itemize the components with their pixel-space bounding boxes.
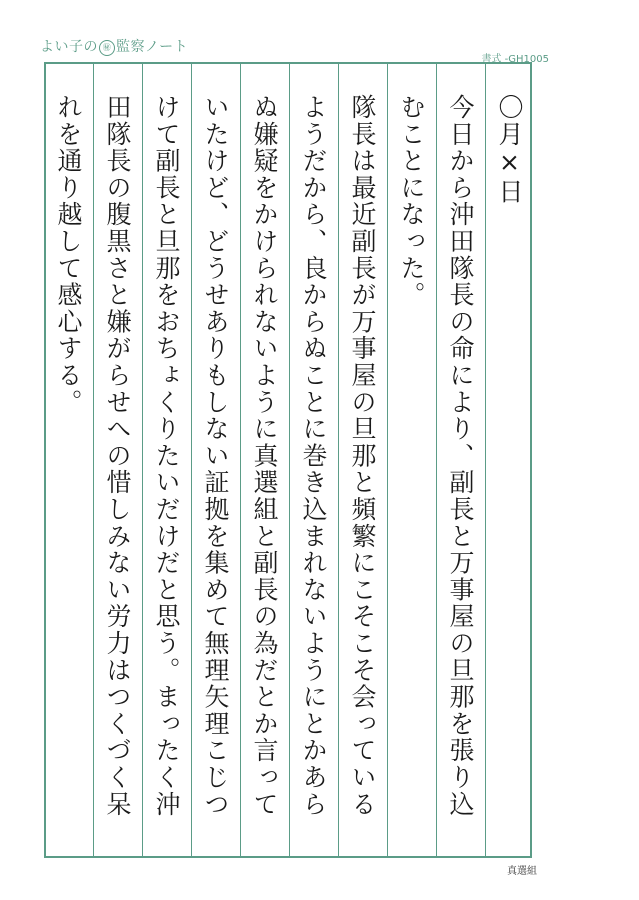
note-line: むことになった。 [397, 94, 426, 309]
secret-badge: ㊙ [99, 40, 115, 56]
title-suffix: 監察ノート [116, 39, 189, 55]
form-code: 書式 -GH1005 [481, 54, 549, 65]
note-line: いたけど、どうせありもしない証拠を集めて無理矢理こじつ [201, 94, 230, 818]
note-line: 今日から沖田隊長の命により、副長と万事屋の旦那を張り込 [446, 94, 475, 818]
note-line: れを通り越して感心する。 [54, 94, 83, 416]
note-line: 田隊長の腹黒さと嫌がらせへの惜しみない労力はつくづく呆 [103, 94, 132, 818]
title-prefix: よい子の [40, 39, 98, 55]
note-line-date: 〇月×日 [495, 94, 524, 206]
note-line: ぬ嫌疑をかけられないように真選組と副長の為だとか言って [250, 94, 279, 818]
organization-label: 真選組 [507, 866, 537, 877]
note-line: けて副長と旦那をおちょくりたいだけだと思う。まったく沖 [152, 94, 181, 818]
note-line: ようだから、良からぬことに巻き込まれないようにとかあら [299, 94, 328, 818]
note-line: 隊長は最近副長が万事屋の旦那と頻繁にこそこそ会っている [348, 94, 377, 818]
ruled-sheet [44, 62, 532, 858]
notebook-title [40, 36, 188, 56]
